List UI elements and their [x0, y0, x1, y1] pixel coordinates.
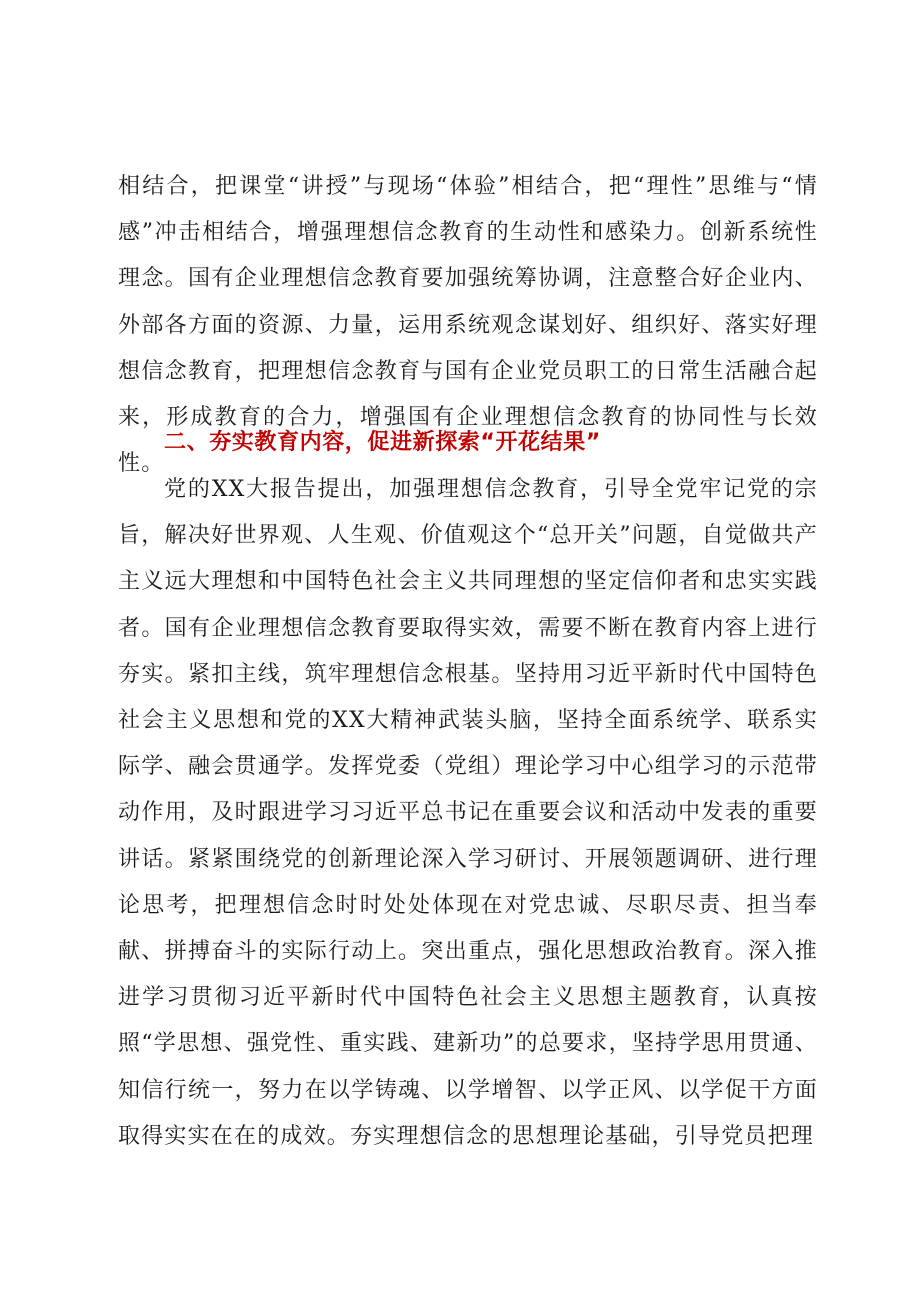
paragraph-section-2: 党的XX大报告提出，加强理想信念教育，引导全党牢记党的宗旨，解决好世界观、人生观、价值观这个“总开关”问题，自觉做共产主义远大理想和中国特色社会主义共同理想的坚定信仰者和忠实实践者。国有企业理想信念教育要取得实效，需要不断在教育内容上进行夯实。紧扣主线，筑牢理想信念根基。坚持用习近平新时代中国特色社会主义思想和党的XX大精神武装头脑，坚持全面系统学、联系实际学、融会贯通学。发挥党委（党组）理论学习中心组学习的示范带动作用，及时跟进学习习近平总书记在重要会议和活动中发表的重要讲话。紧紧围绕党的创新理论深入学习研讨、开展领题调研、进行理论思考，把理想信念时时处处体现在对党忠诚、尽职尽责、担当奉献、拼搏奋斗的实际行动上。突出重点，强化思想政治教育。深入推进学习贯彻习近平新时代中国特色社会主义思想主题教育，认真按照“学思想、强党性、重实践、建新功”的总要求，坚持学思用贯通、知信行统一，努力在以学铸魂、以学增智、以学正风、以学促干方面取得实实在在的成效。夯实理想信念的思想理论基础，引导党员把理	[118, 477, 818, 1149]
paragraph-continuation: 相结合，把课堂“讲授”与现场“体验”相结合，把“理性”思维与“情感”冲击相结合，增强理想信念教育的生动性和感染力。创新系统性理念。国有企业理想信念教育要加强统筹协调，注意整合好企业内、外部各方面的资源、力量，运用系统观念谋划好、组织好、落实好理想信念教育，把理想信念教育与国有企业党员职工的日常生活融合起来，形成教育的合力，增强国有企业理想信念教育的协同性与长效性。	[118, 174, 818, 477]
section-heading-2: 二、夯实教育内容，促进新探索“开花结果”	[164, 430, 601, 455]
